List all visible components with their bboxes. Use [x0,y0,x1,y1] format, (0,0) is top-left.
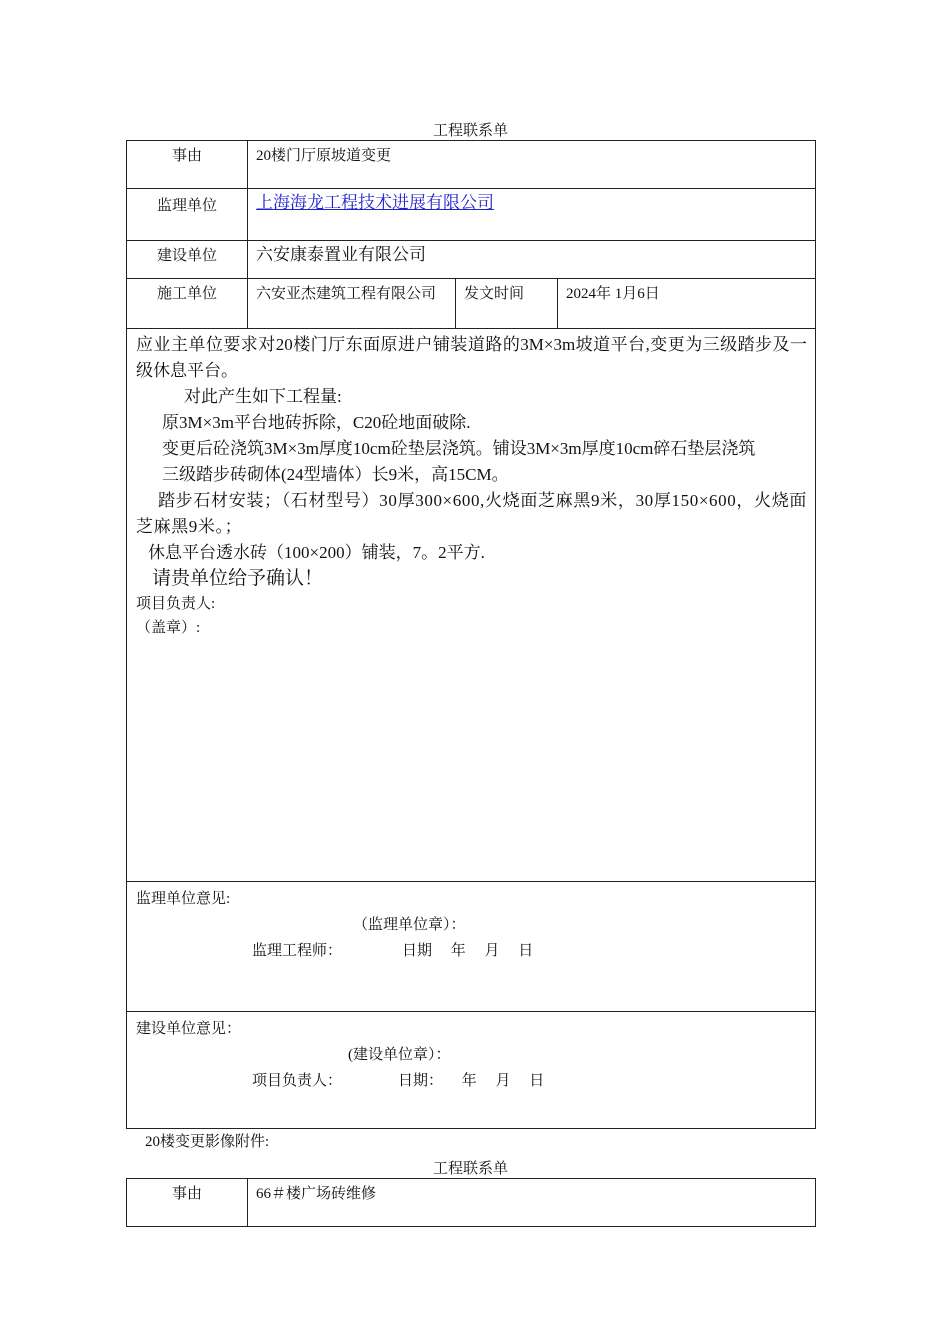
supervisor-seal: （监理单位章）： [353,917,466,933]
row-matter [127,141,816,189]
content-cell [127,329,816,882]
matter-value: 20楼门厅原坡道变更 [248,141,816,189]
issue-time-label: 发文时间 [456,279,558,329]
issue-time-value: 2024年 1月6日 [558,279,816,329]
matter-label: 事由 [127,141,248,189]
supervisor-date-label: 日期 年 月 日 [402,943,534,959]
supervisor-opinion-cell [127,882,816,1012]
form2-row-matter [127,1179,816,1227]
content-item-steps: 三级踏步砖砌体(24型墙体）长9米，高15CM。 [162,465,509,484]
supervisor-label: 监理单位 [127,189,248,241]
row-owner [127,241,816,279]
owner-opinion-heading: 建设单位意见： [136,1021,242,1037]
content-item-concrete: 变更后砼浇筑3M×3m厚度10cm砼垫层浇筑。铺设3M×3m厚度10cm碎石垫层浇筑 [162,439,756,458]
owner-seal: (建设单位章）： [348,1047,451,1063]
owner-manager-label: 项目负责人： [252,1073,343,1089]
content-item-stone: 踏步石材安装；（石材型号）30厚300×600,火烧面芝麻黑9米，30厚150×600，火烧面芝麻黑9米。； [136,491,808,536]
owner-manager-signature-line [136,1068,815,1094]
row-content [127,329,816,882]
contact-form-2 [126,1178,816,1227]
supervisor-value-cell [248,189,816,241]
content-seal: （盖章）: [136,620,201,636]
owner-label: 建设单位 [127,241,248,279]
content-intro: 应业主单位要求对20楼门厅东面原进户铺装道路的3M×3m坡道平台,变更为三级踏步及一级休息平台。 [136,335,808,380]
supervisor-engineer-signature-line [136,938,815,964]
supervisor-engineer-label: 监理工程师： [252,943,343,959]
row-supervisor [127,189,816,241]
content-item-pavers: 休息平台透水砖（100×200）铺装，7。2平方. [148,543,485,562]
attachment-caption: 20楼变更影像附件: [145,1134,270,1150]
contact-form [126,140,816,1129]
owner-value: 六安康泰置业有限公司 [248,241,816,279]
row-supervisor-opinion [127,882,816,1012]
row-owner-opinion [127,1012,816,1129]
owner-opinion-cell [127,1012,816,1129]
content-confirm-request: 请贵单位给予确认！ [152,568,324,589]
form2-title: 工程联系单 [432,1161,508,1177]
row-contractor [127,279,816,329]
form2-matter-label: 事由 [127,1179,248,1227]
supervisor-opinion-heading: 监理单位意见: [136,891,231,907]
owner-date-label: 日期： 年 月 日 [398,1073,545,1089]
form2-matter-value: 66＃楼广场砖维修 [248,1179,816,1227]
content-quantities-heading: 对此产生如下工程量: [184,387,342,406]
contractor-value: 六安亚杰建筑工程有限公司 [248,279,456,329]
content-project-manager: 项目负责人: [136,596,216,612]
supervisor-company-link[interactable]: 上海海龙工程技术进展有限公司 [256,193,494,212]
contractor-label: 施工单位 [127,279,248,329]
content-item-demolition: 原3M×3m平台地砖拆除，C20砼地面破除. [162,413,471,432]
form-title: 工程联系单 [432,123,508,139]
